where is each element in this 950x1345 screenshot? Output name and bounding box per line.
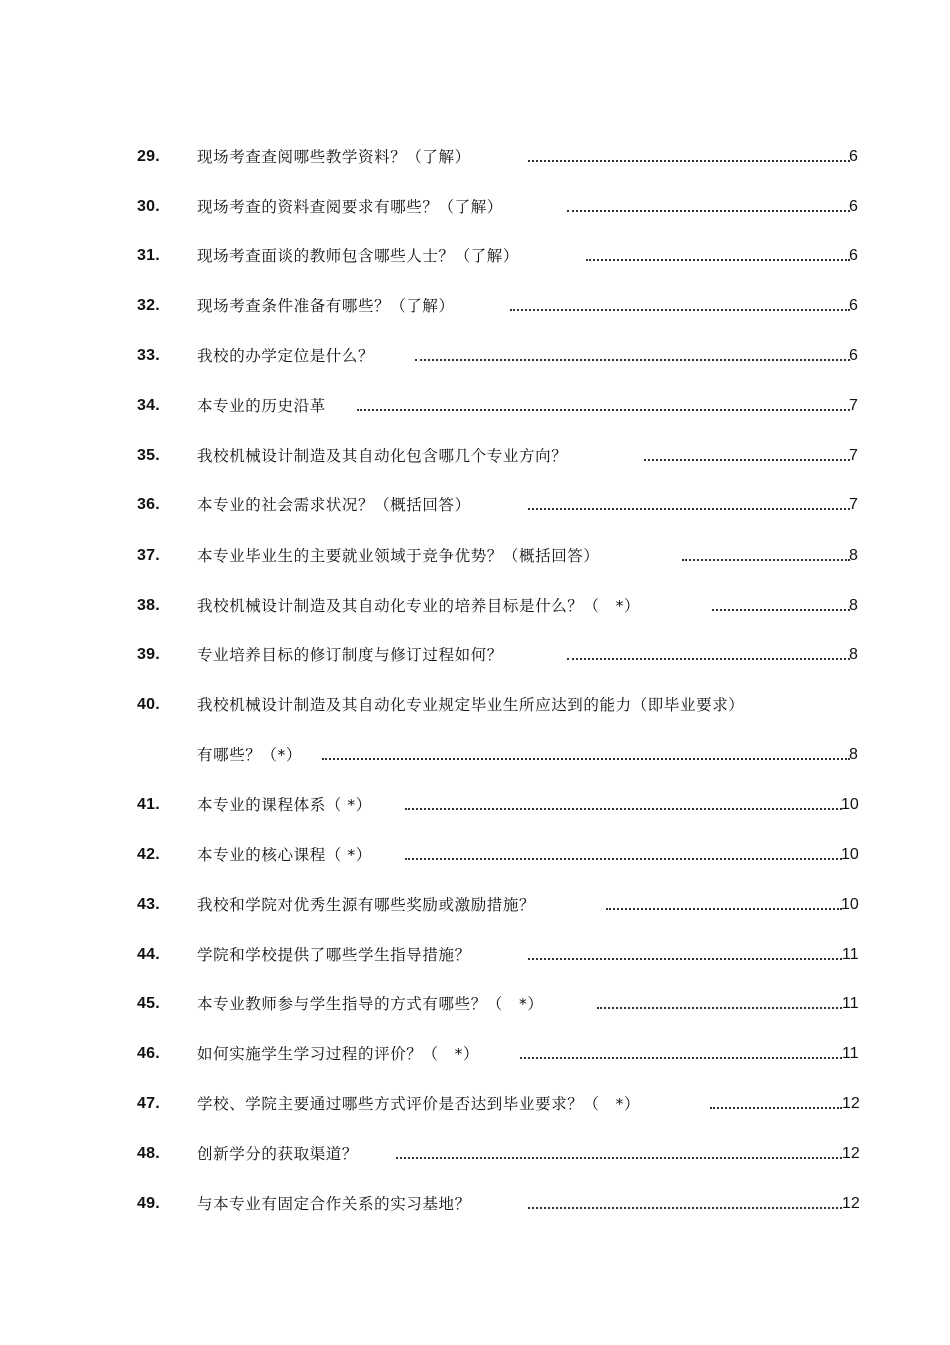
toc-entry-number: 46. [137,1045,160,1062]
toc-entry [0,892,950,918]
toc-entry-number: 30. [137,198,160,215]
toc-entry-title: 现场考查面谈的教师包含哪些人士？（了解） [197,247,520,265]
toc-entry-page: 10 [841,896,859,913]
toc-entry [0,991,950,1017]
dot-leader [322,758,850,760]
toc-entry [0,144,950,170]
toc-entry-number: 40. [137,696,160,713]
toc-entry-page: 8 [849,646,858,663]
toc-entry-title: 现场考查条件准备有哪些？（了解） [197,297,455,315]
toc-entry-number: 29. [137,148,160,165]
dot-leader [586,259,850,261]
dot-leader [396,1157,842,1159]
toc-entry-page: 11 [842,946,859,963]
toc-entry-continuation [0,742,950,768]
toc-entry-number: 32. [137,297,160,314]
toc-entry-page: 7 [849,496,858,513]
toc-entry-title: 我校机械设计制造及其自动化专业的培养目标是什么？（ *） [197,597,641,615]
toc-entry-number: 33. [137,347,160,364]
toc-entry-number: 41. [137,796,160,813]
toc-entry [0,393,950,419]
toc-entry-number: 39. [137,646,160,663]
dot-leader [405,858,842,860]
dot-leader [567,658,850,660]
toc-entry-page: 7 [849,397,858,414]
toc-entry-page: 6 [849,198,858,215]
toc-entry-title: 我校和学院对优秀生源有哪些奖励或激励措施？ [197,896,536,914]
toc-entry-page: 6 [849,247,858,264]
dot-leader [606,908,842,910]
dot-leader [597,1007,842,1009]
dot-leader [712,609,850,611]
toc-entry [0,942,950,968]
dot-leader [644,459,850,461]
toc-entry [0,443,950,469]
toc-entry-number: 31. [137,247,160,264]
toc-entry-title-continued: 有哪些？（*） [197,746,302,764]
toc-entry-title: 如何实施学生学习过程的评价？（ *） [197,1045,480,1063]
toc-entry-page: 8 [849,746,858,763]
toc-entry [0,543,950,569]
toc-entry [0,243,950,269]
toc-entry-number: 44. [137,946,160,963]
toc-entry [0,492,950,518]
toc-entry-title: 学校、学院主要通过哪些方式评价是否达到毕业要求？（ *） [197,1095,641,1113]
toc-entry [0,343,950,369]
toc-entry-page: 7 [849,447,858,464]
dot-leader [520,1057,842,1059]
toc-entry-title: 我校机械设计制造及其自动化专业规定毕业生所应达到的能力（即毕业要求） [197,696,745,714]
dot-leader [528,160,850,162]
toc-entry-number: 47. [137,1095,160,1112]
toc-entry-title: 专业培养目标的修订制度与修订过程如何？ [197,646,503,664]
toc-entry-number: 37. [137,547,160,564]
dot-leader [415,359,850,361]
toc-entry-title: 创新学分的获取渠道？ [197,1145,359,1163]
toc-entry [0,1091,950,1117]
dot-leader [528,508,850,510]
toc-entry-page: 6 [849,297,858,314]
toc-entry-number: 34. [137,397,160,414]
toc-entry-page: 10 [841,846,859,863]
toc-entry-page: 12 [842,1195,860,1212]
dot-leader [357,409,850,411]
toc-entry-page: 12 [842,1095,860,1112]
toc-entry-page: 8 [849,547,858,564]
toc-entry-page: 8 [849,597,858,614]
toc-entry-page: 11 [842,995,859,1012]
toc-entry-number: 49. [137,1195,160,1212]
toc-entry-title: 我校机械设计制造及其自动化包含哪几个专业方向？ [197,447,568,465]
toc-entry-number: 42. [137,846,160,863]
toc-entry [0,792,950,818]
toc-entry-page: 6 [849,347,858,364]
toc-entry [0,593,950,619]
dot-leader [405,808,842,810]
toc-entry-number: 36. [137,496,160,513]
toc-entry-number: 35. [137,447,160,464]
toc-entry-number: 45. [137,995,160,1012]
dot-leader [682,559,850,561]
toc-entry [0,1041,950,1067]
dot-leader [528,958,842,960]
toc-entry-number: 43. [137,896,160,913]
toc-entry-number: 38. [137,597,160,614]
toc-entry-title: 与本专业有固定合作关系的实习基地？ [197,1195,471,1213]
toc-entry-title: 现场考查的资料查阅要求有哪些？（了解） [197,198,503,216]
toc-entry-title: 本专业的核心课程（ *） [197,846,372,864]
toc-entry [0,642,950,668]
toc-entry-title: 我校的办学定位是什么？ [197,347,375,365]
toc-entry [0,1191,950,1217]
toc-entry [0,692,950,718]
toc-entry-title: 本专业的社会需求状况？（概括回答） [197,496,471,514]
toc-entry-page: 11 [842,1045,859,1062]
toc-entry-page: 10 [841,796,859,813]
dot-leader [710,1107,842,1109]
toc-entry-title: 学院和学校提供了哪些学生指导措施？ [197,946,471,964]
toc-entry-page: 6 [849,148,858,165]
toc-entry [0,842,950,868]
toc-entry-page: 12 [842,1145,860,1162]
toc-entry-number: 48. [137,1145,160,1162]
toc-entry-title: 本专业教师参与学生指导的方式有哪些？（ *） [197,995,544,1013]
toc-entry-title: 本专业毕业生的主要就业领域于竞争优势？（概括回答） [197,547,600,565]
toc-entry-title: 本专业的课程体系（ *） [197,796,372,814]
toc-entry [0,194,950,220]
dot-leader [567,210,850,212]
toc-entry-title: 本专业的历史沿革 [197,397,326,415]
toc-entry [0,1141,950,1167]
dot-leader [510,309,850,311]
dot-leader [528,1207,842,1209]
toc-entry-title: 现场考查查阅哪些教学资料？（了解） [197,148,471,166]
toc-entry [0,293,950,319]
